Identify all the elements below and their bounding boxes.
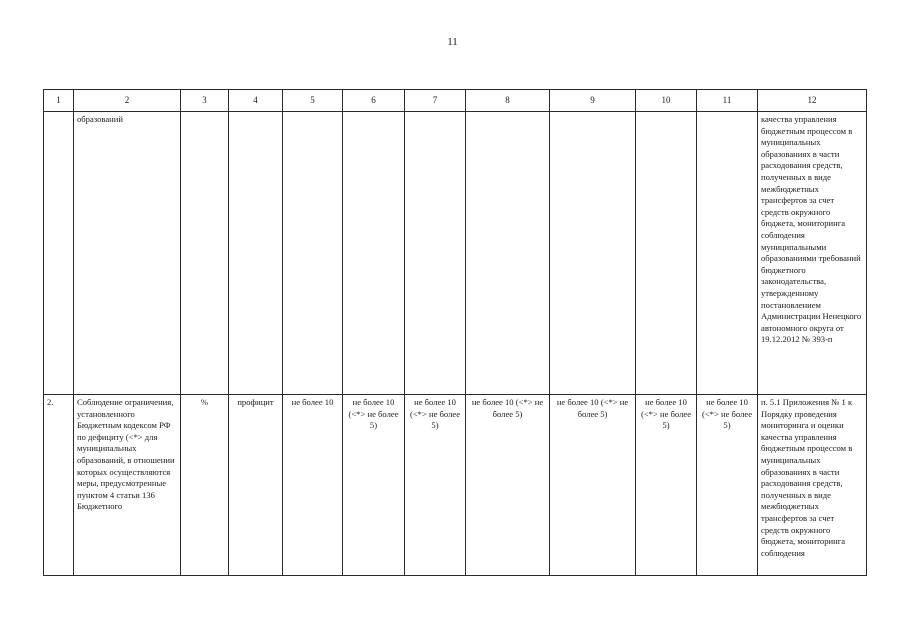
- row-number-cell: 2.: [44, 395, 74, 576]
- column-header-12: 12: [758, 90, 867, 112]
- unit-cell: %: [181, 395, 229, 576]
- column-header-5: 5: [283, 90, 343, 112]
- column-header-2: 2: [74, 90, 181, 112]
- column-header-4: 4: [229, 90, 283, 112]
- column-header-7: 7: [405, 90, 466, 112]
- indicators-table: [43, 89, 867, 576]
- column-header-1: 1: [44, 90, 74, 112]
- column-header-11: 11: [697, 90, 758, 112]
- table-row: [44, 395, 867, 576]
- table-row: [44, 112, 867, 395]
- value-cell-8: [466, 112, 550, 395]
- column-header-10: 10: [636, 90, 697, 112]
- column-header-8: 8: [466, 90, 550, 112]
- value-cell-9: [550, 112, 636, 395]
- page-number: 11: [447, 36, 458, 48]
- column-header-9: 9: [550, 90, 636, 112]
- value-cell-11: не более 10 (<*> не более 5): [697, 395, 758, 576]
- value-cell-8: не более 10 (<*> не более 5): [466, 395, 550, 576]
- column-header-3: 3: [181, 90, 229, 112]
- value-cell-10: [636, 112, 697, 395]
- value-cell-11: [697, 112, 758, 395]
- value-cell-10: не более 10 (<*> не более 5): [636, 395, 697, 576]
- row-number-cell: [44, 112, 74, 395]
- unit-cell: [181, 112, 229, 395]
- value-cell-5: не более 10: [283, 395, 343, 576]
- value-cell-7: [405, 112, 466, 395]
- value-cell-4: профицит: [229, 395, 283, 576]
- value-cell-6: [343, 112, 405, 395]
- indicator-name-cell: Соблюдение ограничения, установленного Бюджетным кодексом РФ по дефициту (<*> для муниципальных образований, в отношении которых осуществляются меры, предусмотренные пунктом 4 статьи 136 Бюджетного: [74, 395, 181, 576]
- value-cell-4: [229, 112, 283, 395]
- value-cell-5: [283, 112, 343, 395]
- column-header-6: 6: [343, 90, 405, 112]
- source-cell: качества управления бюджетным процессом в муниципальных образованиях в части расходования средств, полученных в виде межбюджетных трансфертов за счет средств окружного бюджета, мониторинга соблюдения муниципальными образованиями требований бюджетного законодательства, утвержденному постановлением Администрации Ненецкого автономного округа от 19.12.2012 № 393-п: [758, 112, 867, 395]
- indicator-name-cell: образований: [74, 112, 181, 395]
- source-cell: п. 5.1 Приложения № 1 к Порядку проведения мониторинга и оценки качества управления бюджетным процессом в муниципальных образованиях в части расходования средств, полученных в виде межбюджетных трансфертов за счет средств окружного бюджета, мониторинга соблюдения: [758, 395, 867, 576]
- table-header-row: [44, 90, 867, 112]
- value-cell-7: не более 10 (<*> не более 5): [405, 395, 466, 576]
- value-cell-9: не более 10 (<*> не более 5): [550, 395, 636, 576]
- value-cell-6: не более 10 (<*> не более 5): [343, 395, 405, 576]
